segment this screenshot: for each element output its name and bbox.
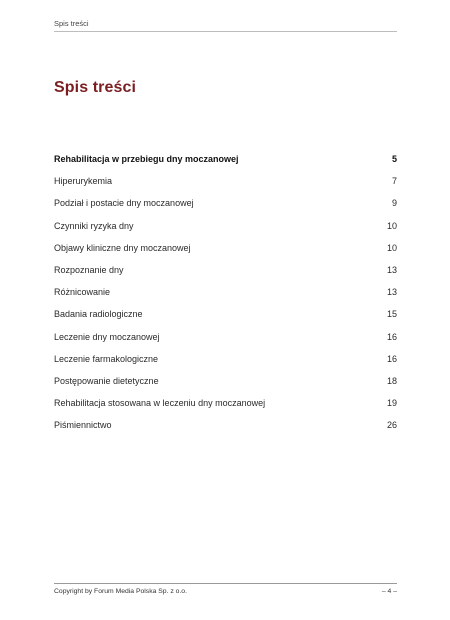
toc-entry[interactable] bbox=[54, 306, 397, 328]
toc-entry-label: Hiperurykemia bbox=[54, 176, 113, 187]
toc-entry-label: Podział i postacie dny moczanowej bbox=[54, 198, 194, 209]
toc-entry[interactable] bbox=[54, 351, 397, 373]
toc-entry-page: 26 bbox=[386, 420, 397, 431]
toc-entry[interactable] bbox=[54, 173, 397, 195]
toc-entry[interactable] bbox=[54, 417, 397, 439]
toc-entry[interactable] bbox=[54, 262, 397, 284]
page-title: Spis treści bbox=[54, 79, 137, 96]
footer-divider bbox=[54, 583, 397, 584]
footer-page-number: – 4 – bbox=[381, 588, 397, 595]
toc-entry-label: Piśmiennictwo bbox=[54, 420, 112, 431]
toc-entry-page: 10 bbox=[386, 242, 397, 253]
toc-entry-page: 13 bbox=[386, 264, 397, 275]
toc-entry-page: 19 bbox=[386, 398, 397, 409]
toc-entry-label: Rozpoznanie dny bbox=[54, 264, 124, 275]
toc-entry-label: Postępowanie dietetyczne bbox=[54, 375, 159, 386]
toc-entry-label: Objawy kliniczne dny moczanowej bbox=[54, 242, 191, 253]
toc-entry-label: Różnicowanie bbox=[54, 287, 111, 298]
toc-entry[interactable] bbox=[54, 329, 397, 351]
toc-entry[interactable] bbox=[54, 284, 397, 306]
toc-entry-label: Rehabilitacja stosowana w leczeniu dny moczanowej bbox=[54, 398, 266, 409]
toc-entry-label: Czynniki ryzyka dny bbox=[54, 220, 134, 231]
toc-entry[interactable] bbox=[54, 151, 397, 173]
toc-entry-label: Badania radiologiczne bbox=[54, 309, 143, 320]
toc-entry-page: 13 bbox=[386, 287, 397, 298]
toc-entry-label: Rehabilitacja w przebiegu dny moczanowej bbox=[54, 154, 239, 164]
toc-entry-page: 15 bbox=[386, 309, 397, 320]
toc-entry[interactable] bbox=[54, 373, 397, 395]
footer-copyright: Copyright by Forum Media Polska Sp. z o.o. bbox=[54, 588, 187, 595]
toc-entry[interactable] bbox=[54, 218, 397, 240]
toc-entry-page: 10 bbox=[386, 220, 397, 231]
toc-entry[interactable] bbox=[54, 395, 397, 417]
toc-entry-label: Leczenie dny moczanowej bbox=[54, 331, 160, 342]
toc-entry[interactable] bbox=[54, 240, 397, 262]
toc-entry-page: 18 bbox=[386, 375, 397, 386]
toc-entry-page: 7 bbox=[391, 176, 397, 187]
toc-entry-page: 16 bbox=[386, 353, 397, 364]
toc-entry-page: 16 bbox=[386, 331, 397, 342]
toc-entry-page: 9 bbox=[391, 198, 397, 209]
running-header: Spis treści bbox=[54, 19, 89, 28]
toc-entry-label: Leczenie farmakologiczne bbox=[54, 353, 159, 364]
table-of-contents bbox=[54, 151, 397, 439]
header-divider bbox=[54, 31, 397, 32]
toc-entry[interactable] bbox=[54, 195, 397, 217]
toc-entry-page: 5 bbox=[391, 154, 397, 164]
